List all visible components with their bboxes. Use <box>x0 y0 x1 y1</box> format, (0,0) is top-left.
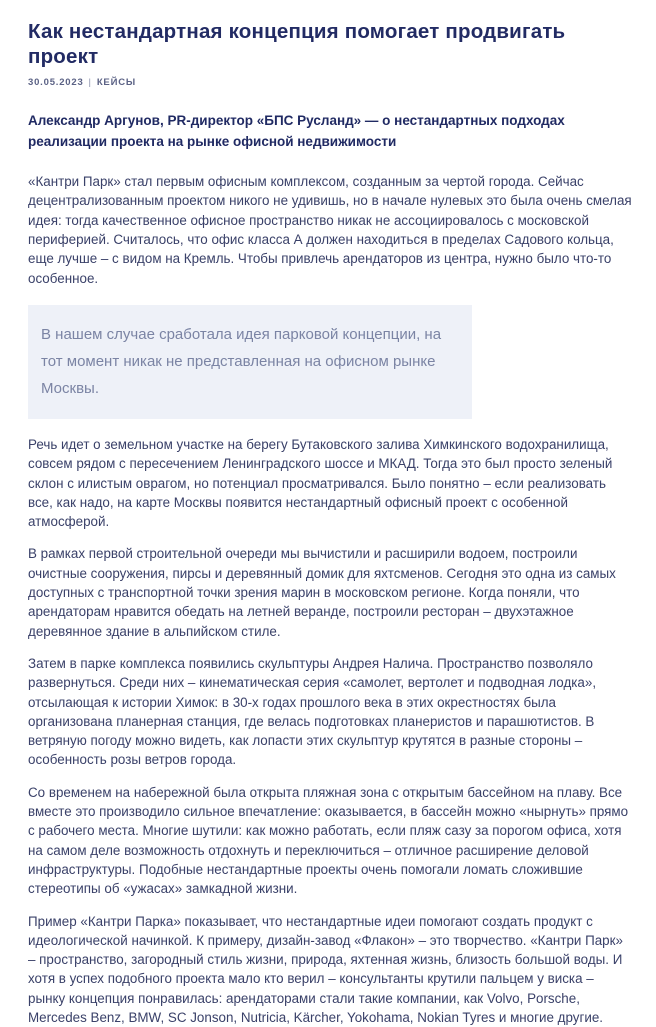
article-paragraph: Пример «Кантри Парка» показывает, что нестандартные идеи помогают создать продукт с идеологической начинкой. К примеру, дизайн-завод «Флакон» – это творчество. «Кантри Парк» – пространство, загородный стиль жизни, природа, яхтенная жизнь, близость большой воды. И хотя в успех подобного проекта мало кто верил – консультанты крутили пальцем у виска – рынку концепция понравилась: арендаторами стали такие компании, как Volvo, Porsche, Mercedes Benz, BMW, SC Jonson, Nutricia, Kärcher, Yokohama, Nokian Tyres и многие другие. <box>28 912 632 1027</box>
publish-date: 30.05.2023 <box>28 77 84 88</box>
category-link[interactable]: КЕЙСЫ <box>97 77 136 88</box>
article-paragraph: В рамках первой строительной очереди мы вычистили и расширили водоем, построили очистные сооружения, пирсы и деревянный домик для яхтсменов. Сегодня это одна из самых доступных с транспортной точки зрения марин в московском регионе. Когда поняли, что арендаторам нравится обедать на летней веранде, построили ресторан – двухэтажное деревянное здание в альпийском стиле. <box>28 544 632 640</box>
article-paragraph: «Кантри Парк» стал первым офисным комплексом, созданным за чертой города. Сейчас децентрализованным проектом никого не удивишь, но в начале нулевых это была очень смелая идея: тогда качественное офисное пространство никак не ассоциировалось с московской периферией. Считалось, что офис класса А должен находиться в пределах Садового кольца, еще лучше – с видом на Кремль. Чтобы привлечь арендаторов из центра, нужно было что-то особенное. <box>28 172 632 288</box>
pull-quote-block <box>28 305 472 419</box>
article-lead: Александр Аргунов, PR-директор «БПС Русланд» — о нестандартных подходах реализации проекта на рынке офисной недвижимости <box>28 110 632 152</box>
meta-separator: | <box>89 77 92 88</box>
page-title: Как нестандартная концепция помогает продвигать проект <box>28 20 632 69</box>
pull-quote-text: В нашем случае сработала идея парковой концепции, на тот момент никак не представленная на офисном рынке Москвы. <box>41 321 446 402</box>
article-paragraph: Со временем на набережной была открыта пляжная зона с открытым бассейном на плаву. Все вместе это производило сильное впечатление: оказывается, в бассейн можно «нырнуть» прямо с рабочего места. Многие шутили: как можно работать, если пляж сазу за порогом офиса, хотя на самом деле возможность отдохнуть и переключиться – отличное расширение деловой инфраструктуры. Подобные нестандартные проекты очень помогали ломать сложившие стереотипы об «ужасах» замкадной жизни. <box>28 783 632 899</box>
article-paragraph: Речь идет о земельном участке на берегу Бутаковского залива Химкинского водохранилища, совсем рядом с пересечением Ленинградского шоссе и МКАД. Тогда это был просто зеленый склон с илистым оврагом, но потенциал просматривался. Было понятно – если реализовать все, как надо, на карте Москвы появится нестандартный офисный проект с особенной атмосферой. <box>28 435 632 531</box>
article-meta <box>28 77 632 88</box>
article-paragraph: Затем в парке комплекса появились скульптуры Андрея Налича. Пространство позволяло развернуться. Среди них – кинематическая серия «самолет, вертолет и подводная лодка», отсылающая к истории Химок: в 30-х годах прошлого века в этих окрестностях была организована планерная станция, где велась подготовках планеристов и парашютистов. В ветряную погоду можно видеть, как лопасти этих скульптур крутятся в разные стороны – особенность розы ветров города. <box>28 654 632 770</box>
